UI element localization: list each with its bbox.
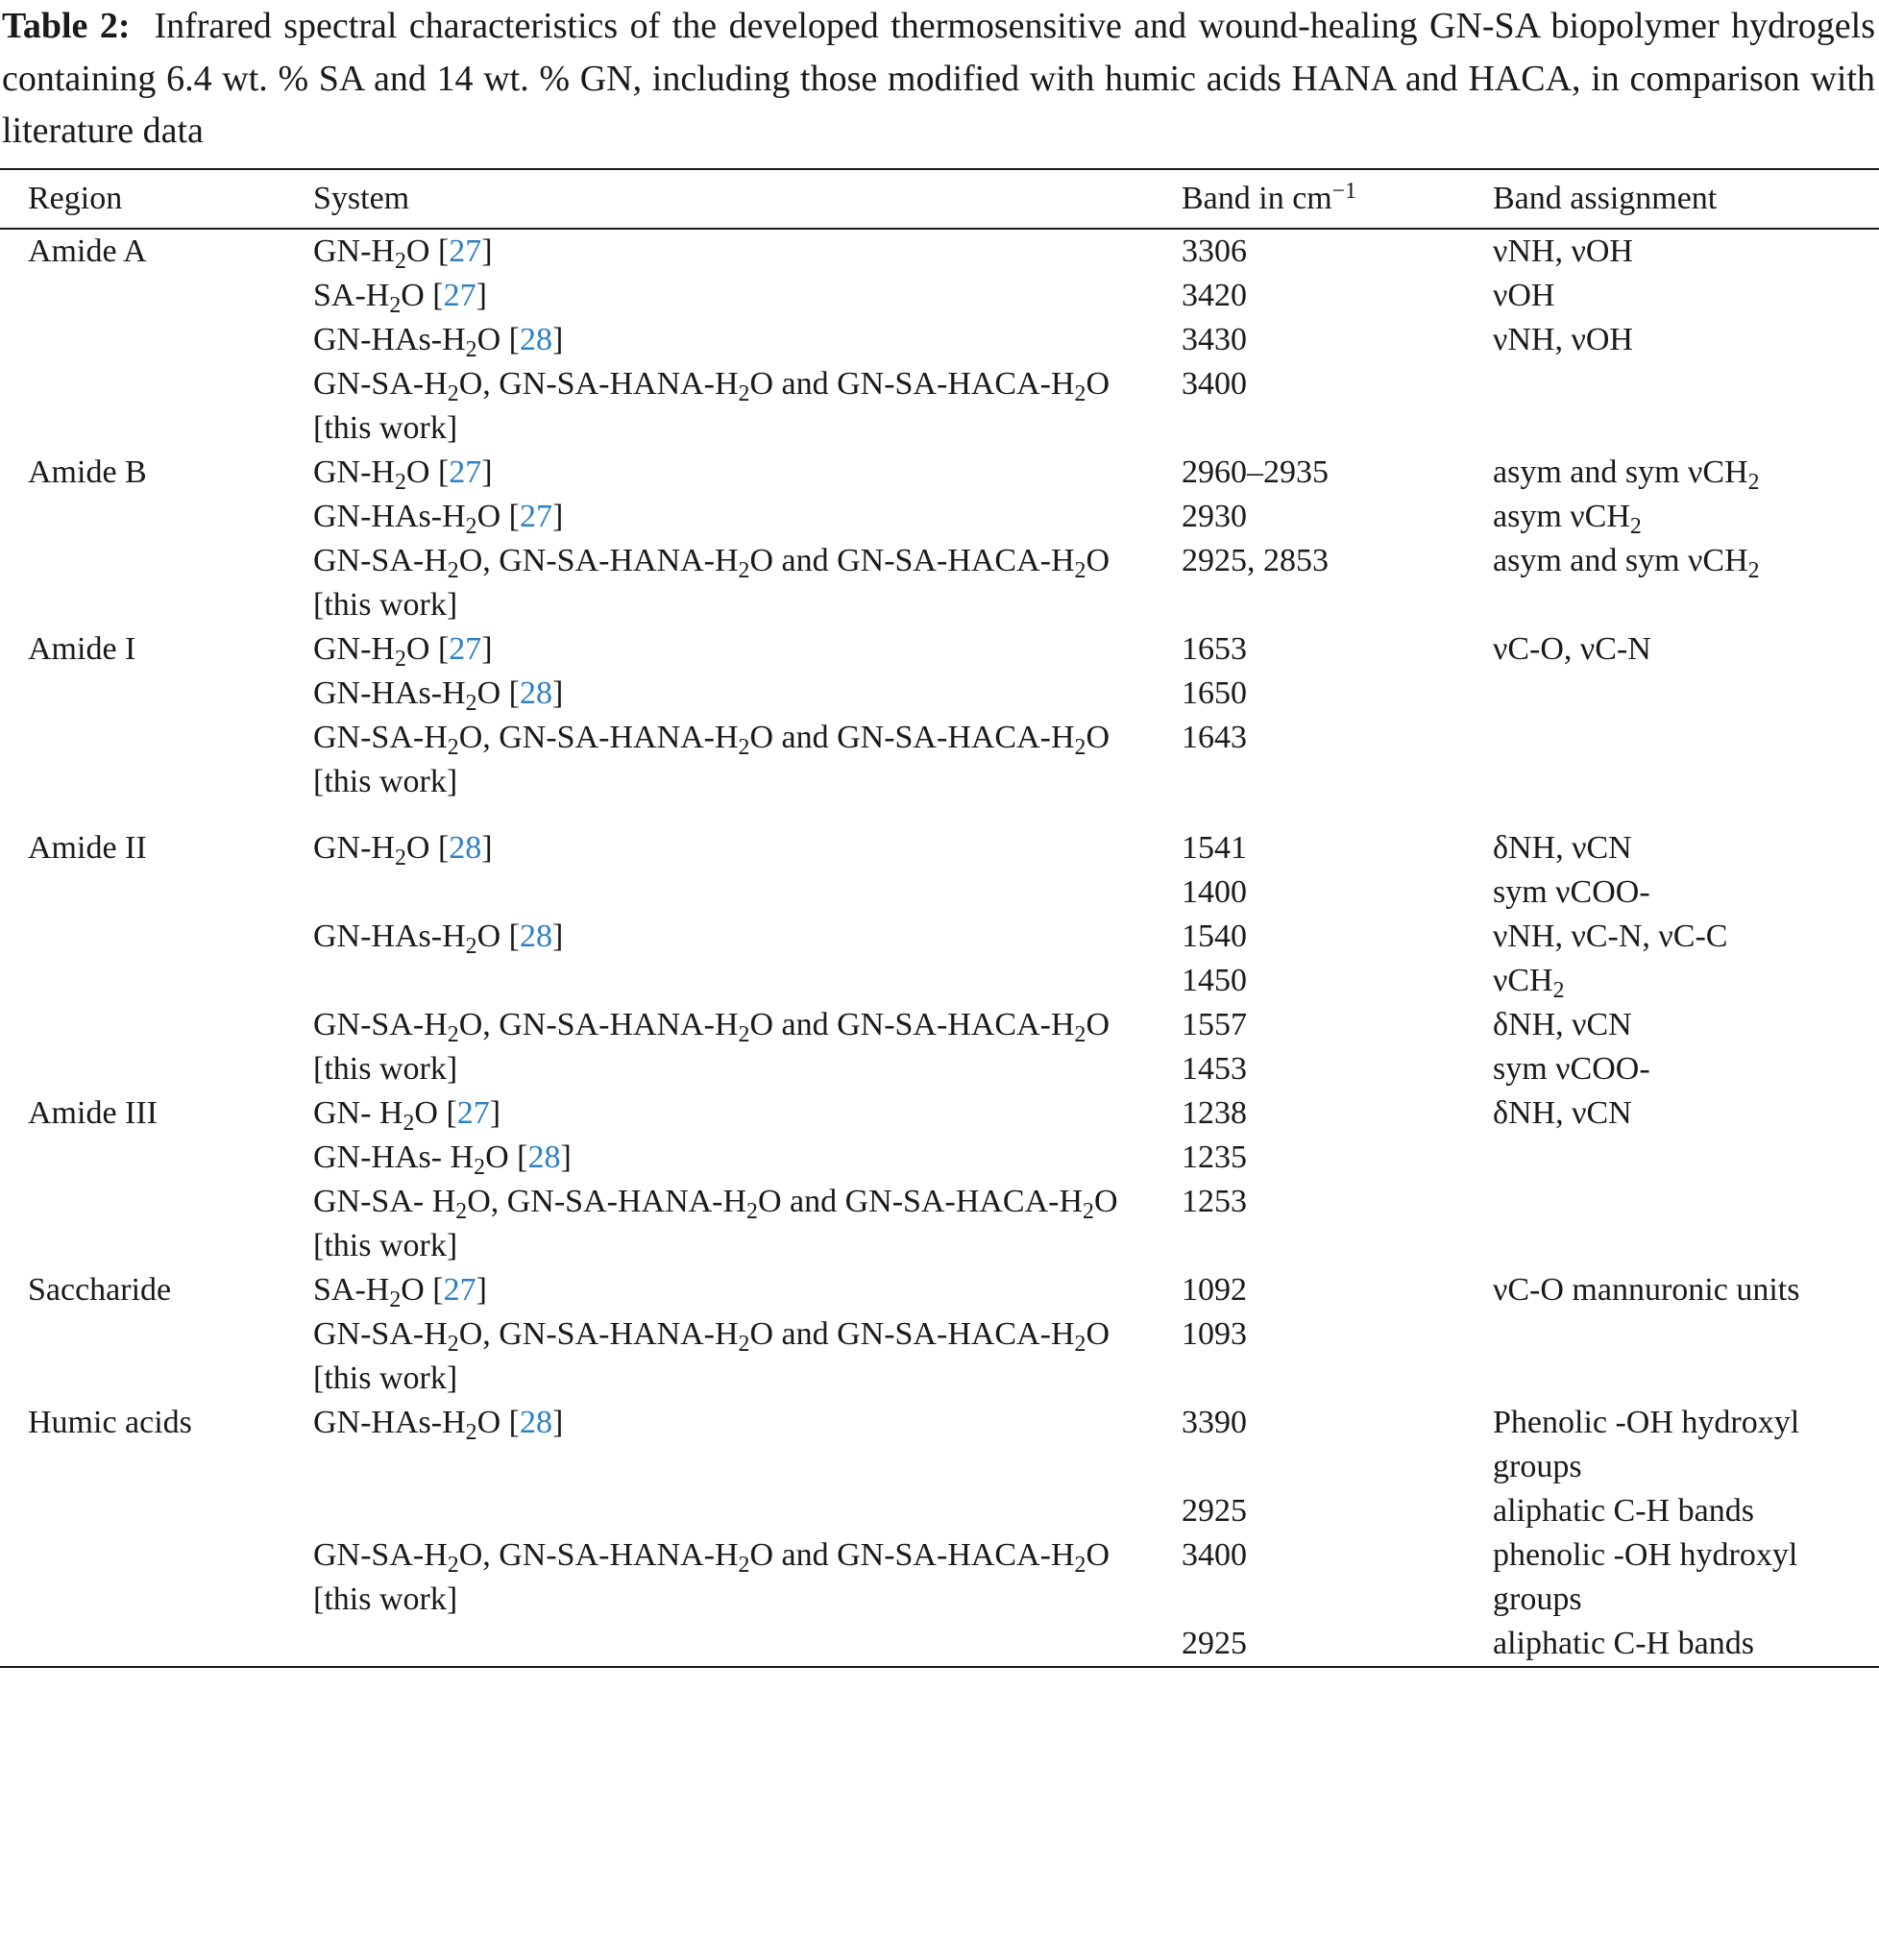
cell-band: 1653 — [1182, 631, 1247, 667]
cell-assignment: sym νCOO- — [1493, 874, 1650, 910]
header-region: Region — [0, 169, 313, 229]
cell-band: 1092 — [1182, 1272, 1247, 1308]
cell-region — [0, 870, 313, 915]
cell-assignment: νC-O, νC-N — [1493, 631, 1651, 667]
cell-region — [0, 1312, 313, 1401]
cell-region: Amide II — [28, 830, 147, 866]
citation-link[interactable]: 27 — [443, 278, 476, 313]
table-row — [0, 627, 1879, 672]
table-row — [0, 1268, 1879, 1312]
caption-label: Table 2: — [2, 6, 131, 46]
cell-band: 2930 — [1182, 499, 1247, 534]
cell-region — [0, 362, 313, 451]
table-row — [0, 672, 1879, 716]
cell-assignment — [1493, 1136, 1879, 1180]
cell-assignment: δNH, νCN — [1493, 830, 1632, 866]
cell-system — [313, 1622, 1182, 1667]
table-row — [0, 1622, 1879, 1667]
cell-band: 1450 — [1182, 963, 1247, 998]
cell-assignment: sym νCOO- — [1493, 1051, 1650, 1087]
cell-band: 3430 — [1182, 322, 1247, 357]
cell-assignment: Phenolic -OH hydroxyl groups — [1493, 1405, 1800, 1484]
cell-band: 3400 — [1182, 366, 1247, 402]
header-band-assignment: Band assignment — [1493, 169, 1879, 229]
cell-system: $SA-H_2O$ [27] — [313, 278, 487, 319]
cell-system — [313, 959, 1182, 1003]
cell-system: $GN-SA-H_2O$, $GN-SA-HANA-H_2O$ and $GN-SA-HACA-H_2O$ [this work] — [313, 1537, 1110, 1617]
citation-link[interactable]: 27 — [449, 233, 482, 269]
cell-region: Saccharide — [28, 1272, 172, 1308]
cell-band: 2925, 2853 — [1182, 543, 1329, 578]
cell-assignment — [1493, 716, 1879, 826]
citation-link[interactable]: 28 — [519, 919, 552, 954]
cell-band: 2925 — [1182, 1622, 1493, 1667]
cell-assignment: νC-O mannuronic units — [1493, 1272, 1800, 1308]
cell-band: 3390 — [1182, 1405, 1247, 1440]
cell-system: $SA-H_2O$ [27] — [313, 1272, 487, 1313]
cell-region — [0, 1136, 313, 1180]
cell-system — [313, 870, 1182, 915]
cell-region: Amide B — [28, 454, 147, 490]
header-band-prefix: Band in cm — [1182, 181, 1332, 216]
cell-system: $GN-HAs-H_2O$ [27] — [313, 499, 564, 540]
cell-system: GN- $H_2O$ [27] — [313, 1095, 501, 1137]
cell-assignment: phenolic -OH hydroxyl groups — [1493, 1537, 1798, 1617]
cell-region: Amide I — [28, 631, 136, 667]
cell-region — [0, 959, 313, 1003]
cell-band: 1557 — [1182, 1007, 1247, 1042]
cell-band: 1650 — [1182, 675, 1247, 711]
cell-band: 1093 — [1182, 1316, 1247, 1352]
table-row — [0, 495, 1879, 539]
cell-system: $GN-SA-H_2O$, $GN-SA-HANA-H_2O$ and $GN-SA-HACA-H_2O$ [this work] — [313, 720, 1110, 799]
cell-system: $GN-H_2O$ [27] — [313, 233, 493, 275]
cell-region — [0, 1180, 313, 1268]
cell-system: $GN-H_2O$ [28] — [313, 830, 493, 871]
cell-system: $GN-SA-H_2O$, $GN-SA-HANA-H_2O$ and $GN-SA-HACA-H_2O$ [this work] — [313, 366, 1110, 446]
cell-region — [0, 915, 313, 959]
cell-band: 1541 — [1182, 830, 1247, 866]
cell-region — [0, 318, 313, 362]
cell-band: 3400 — [1182, 1537, 1247, 1573]
cell-band: 1400 — [1182, 874, 1247, 910]
table-row — [0, 1180, 1879, 1268]
table-row — [0, 274, 1879, 318]
cell-band: 1238 — [1182, 1095, 1247, 1131]
cell-assignment: asym νCH$_2$ — [1493, 499, 1642, 540]
cell-region — [0, 1622, 313, 1667]
cell-assignment: νNH, νOH — [1493, 233, 1633, 269]
table-row — [0, 362, 1879, 451]
table-row — [0, 1091, 1879, 1136]
table-header-row — [0, 169, 1879, 229]
header-band — [1182, 169, 1493, 229]
cell-system: $GN-HAs-H_2O$ [28] — [313, 675, 564, 717]
cell-assignment: νNH, νOH — [1493, 322, 1633, 357]
cell-assignment: νOH — [1493, 278, 1555, 313]
cell-system: $GN-H_2O$ [27] — [313, 631, 493, 673]
citation-link[interactable]: 28 — [449, 830, 482, 866]
cell-assignment: νCH$_2$ — [1493, 963, 1565, 1004]
cell-band: 1235 — [1182, 1139, 1247, 1175]
table-row — [0, 1312, 1879, 1401]
cell-assignment: δNH, νCN — [1493, 1007, 1632, 1042]
table-body — [0, 229, 1879, 1667]
cell-band: 2960–2935 — [1182, 454, 1329, 490]
citation-link[interactable]: 27 — [449, 454, 482, 490]
cell-region — [0, 716, 313, 826]
table-caption — [2, 0, 1875, 158]
table-row — [0, 229, 1879, 274]
cell-assignment — [1493, 362, 1879, 451]
cell-region — [0, 495, 313, 539]
cell-system: $GN-HAs-H_2O$ [28] — [313, 1405, 564, 1446]
table-row — [0, 870, 1879, 915]
cell-system: GN-SA- $H_2O$, $GN-SA-HANA-H_2O$ and $GN-SA-HACA-H_2O$ [this work] — [313, 1184, 1118, 1263]
table-row — [0, 915, 1879, 959]
citation-link[interactable]: 28 — [519, 322, 552, 357]
cell-system: $GN-HAs-H_2O$ [28] — [313, 919, 564, 960]
table-row — [0, 318, 1879, 362]
cell-region — [0, 1047, 313, 1091]
cell-band: 2925 — [1182, 1493, 1247, 1529]
cell-system: $GN-HAs-H_2O$ [28] — [313, 322, 564, 363]
cell-system: $GN-SA-H_2O$, $GN-SA-HANA-H_2O$ and $GN-SA-HACA-H_2O$ [this work] — [313, 543, 1110, 623]
cell-assignment: νNH, νC-N, νC-C — [1493, 919, 1728, 954]
cell-region: Amide III — [28, 1095, 159, 1131]
cell-band: 1643 — [1182, 720, 1247, 755]
cell-region — [0, 274, 313, 318]
citation-link[interactable]: 28 — [519, 1405, 552, 1440]
citation-link[interactable]: 27 — [449, 631, 482, 667]
table-row — [0, 826, 1879, 870]
table-row — [0, 1003, 1879, 1047]
table-row — [0, 539, 1879, 627]
caption-text: Infrared spectral characteristics of the developed thermosensitive and wound-healing GN-SA biopolymer hydrogels containing 6.4 wt. % SA and 14 wt. % GN, including those modified with humic acids HANA and HACA, in comparison with literature data — [2, 6, 1876, 151]
citation-link[interactable]: 27 — [456, 1095, 490, 1131]
cell-band: 1540 — [1182, 919, 1247, 954]
cell-region — [0, 539, 313, 627]
table-row — [0, 959, 1879, 1003]
cell-band: 3306 — [1182, 233, 1247, 269]
cell-band: 3420 — [1182, 278, 1247, 313]
cell-band: 1453 — [1182, 1051, 1247, 1087]
citation-link[interactable]: 27 — [443, 1272, 476, 1308]
cell-region: Humic acids — [28, 1405, 192, 1440]
citation-link[interactable]: 28 — [519, 675, 552, 711]
ir-spectral-table — [0, 168, 1879, 1668]
table-row — [0, 716, 1879, 826]
cell-region — [0, 672, 313, 716]
cell-assignment: asym and sym νCH$_2$ — [1493, 543, 1760, 584]
cell-band: 1253 — [1182, 1184, 1247, 1219]
table-row — [0, 1401, 1879, 1489]
cell-assignment: δNH, νCN — [1493, 1095, 1632, 1131]
cell-system — [313, 1489, 1182, 1533]
cell-assignment: aliphatic C-H bands — [1493, 1493, 1754, 1529]
citation-link[interactable]: 27 — [519, 499, 552, 534]
cell-region — [0, 1489, 313, 1533]
citation-link[interactable]: 28 — [527, 1139, 561, 1175]
cell-assignment — [1493, 1312, 1879, 1401]
table-row — [0, 1136, 1879, 1180]
cell-system: $GN-SA-H_2O$, $GN-SA-HANA-H_2O$ and $GN-SA-HACA-H_2O$ [this work] — [313, 1007, 1110, 1087]
header-system: System — [313, 169, 1182, 229]
cell-assignment — [1493, 672, 1879, 716]
table-row — [0, 1489, 1879, 1533]
cell-region: Amide A — [28, 233, 147, 269]
header-band-unit-exponent: −1 — [1331, 179, 1357, 205]
cell-region — [0, 1533, 313, 1622]
cell-system: $GN-H_2O$ [27] — [313, 454, 493, 496]
table-row — [0, 451, 1879, 495]
cell-assignment: aliphatic C-H bands — [1493, 1622, 1879, 1667]
cell-assignment: asym and sym νCH$_2$ — [1493, 454, 1760, 496]
cell-region — [0, 1003, 313, 1047]
cell-assignment — [1493, 1180, 1879, 1268]
table-row — [0, 1533, 1879, 1622]
cell-system: $GN-SA-H_2O$, $GN-SA-HANA-H_2O$ and $GN-SA-HACA-H_2O$ [this work] — [313, 1316, 1110, 1396]
cell-system: GN-HAs- $H_2O$ [28] — [313, 1139, 572, 1181]
